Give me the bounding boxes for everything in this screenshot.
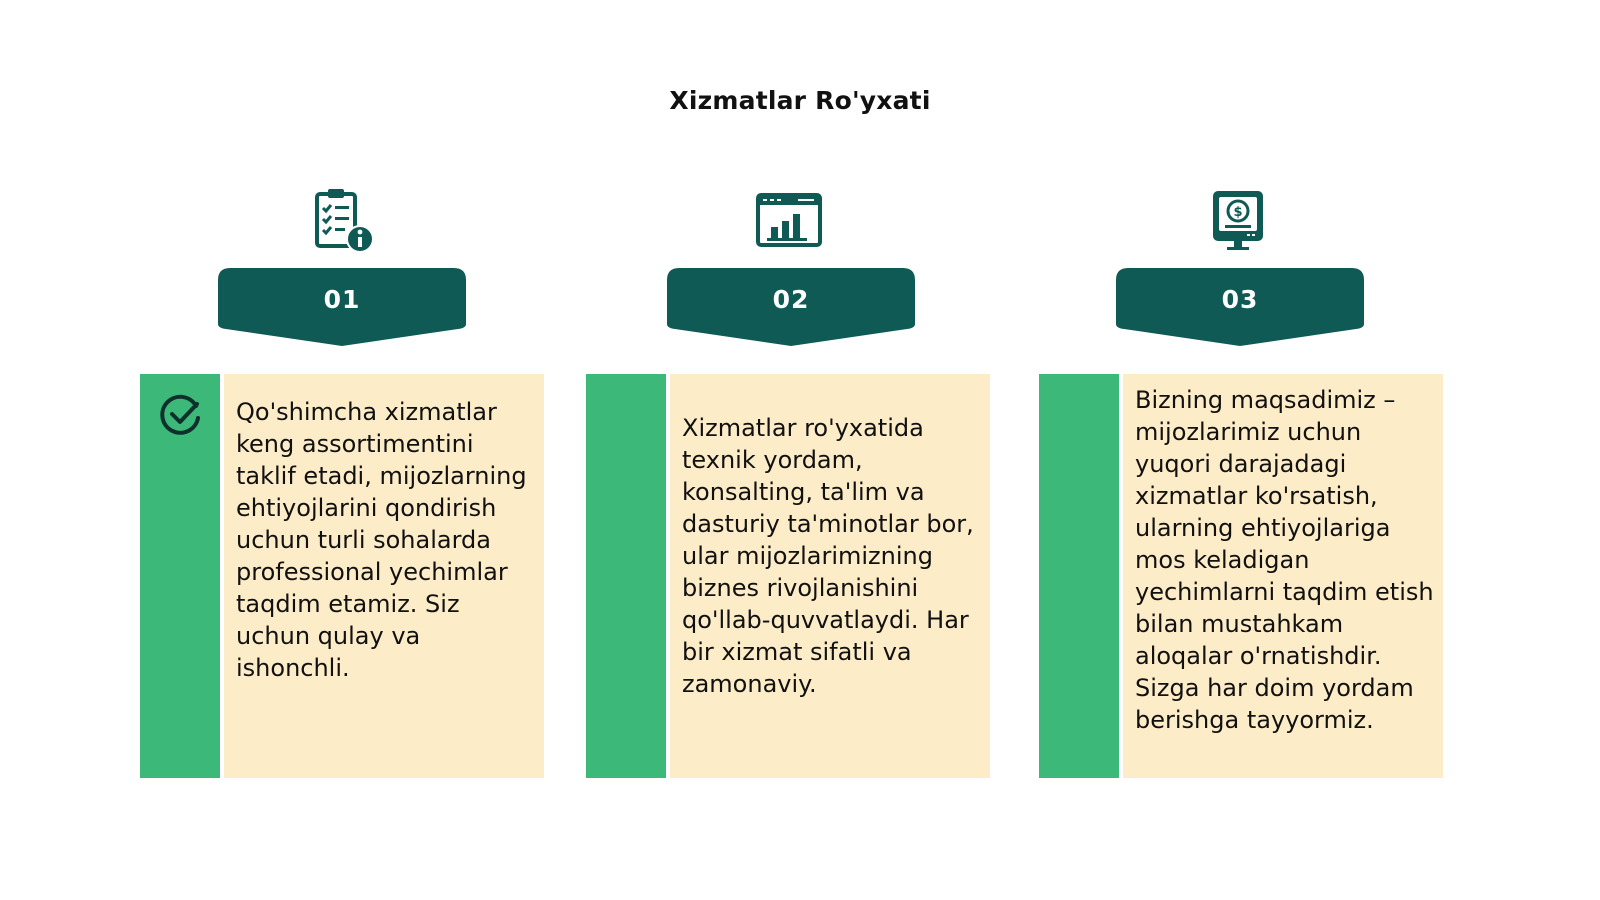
service-card-1 [140,374,544,778]
card-stripe [586,374,666,778]
step-badge-02 [667,268,915,348]
service-card-3 [1039,374,1443,778]
card-stripe [1039,374,1119,778]
step-badge-01 [218,268,466,348]
monitor-dollar-icon [1203,186,1273,256]
service-description: Bizning maqsadimiz – mijozlarimiz uchun yuqori darajadagi xizmatlar ko'rsatish, ularning ehtiyojlariga mos keladigan yechimlarni taqdim etish bilan mustahkam aloqalar o'rnatishdir. Sizga har doim yordam berishga tayyormiz. [1135,386,1434,734]
check-circle-icon [158,392,204,438]
step-number: 02 [772,285,810,314]
card-stripe [140,374,220,778]
clipboard-checklist-info-icon [308,186,378,256]
service-description: Xizmatlar ro'yxatida texnik yordam, konsalting, ta'lim va dasturiy ta'minotlar bor, ular mijozlarimizning biznes rivojlanishini qo'llab-quvvatlaydi. Har bir xizmat sifatli va zamonaviy. [682,414,974,698]
page-title: Xizmatlar Ro'yxati [669,86,931,115]
step-number: 01 [323,285,361,314]
svg-text:$: $ [1233,205,1243,220]
service-description: Qo'shimcha xizmatlar keng assortimentini taklif etadi, mijozlarning ehtiyojlarini qondirish uchun turli sohalarda professional yechimlar taqdim etamiz. Siz uchun qulay va ishonchli. [236,398,527,682]
dashboard-bar-chart-icon [754,186,824,256]
step-badge-03 [1116,268,1364,348]
service-card-2 [586,374,990,778]
step-number: 03 [1221,285,1259,314]
